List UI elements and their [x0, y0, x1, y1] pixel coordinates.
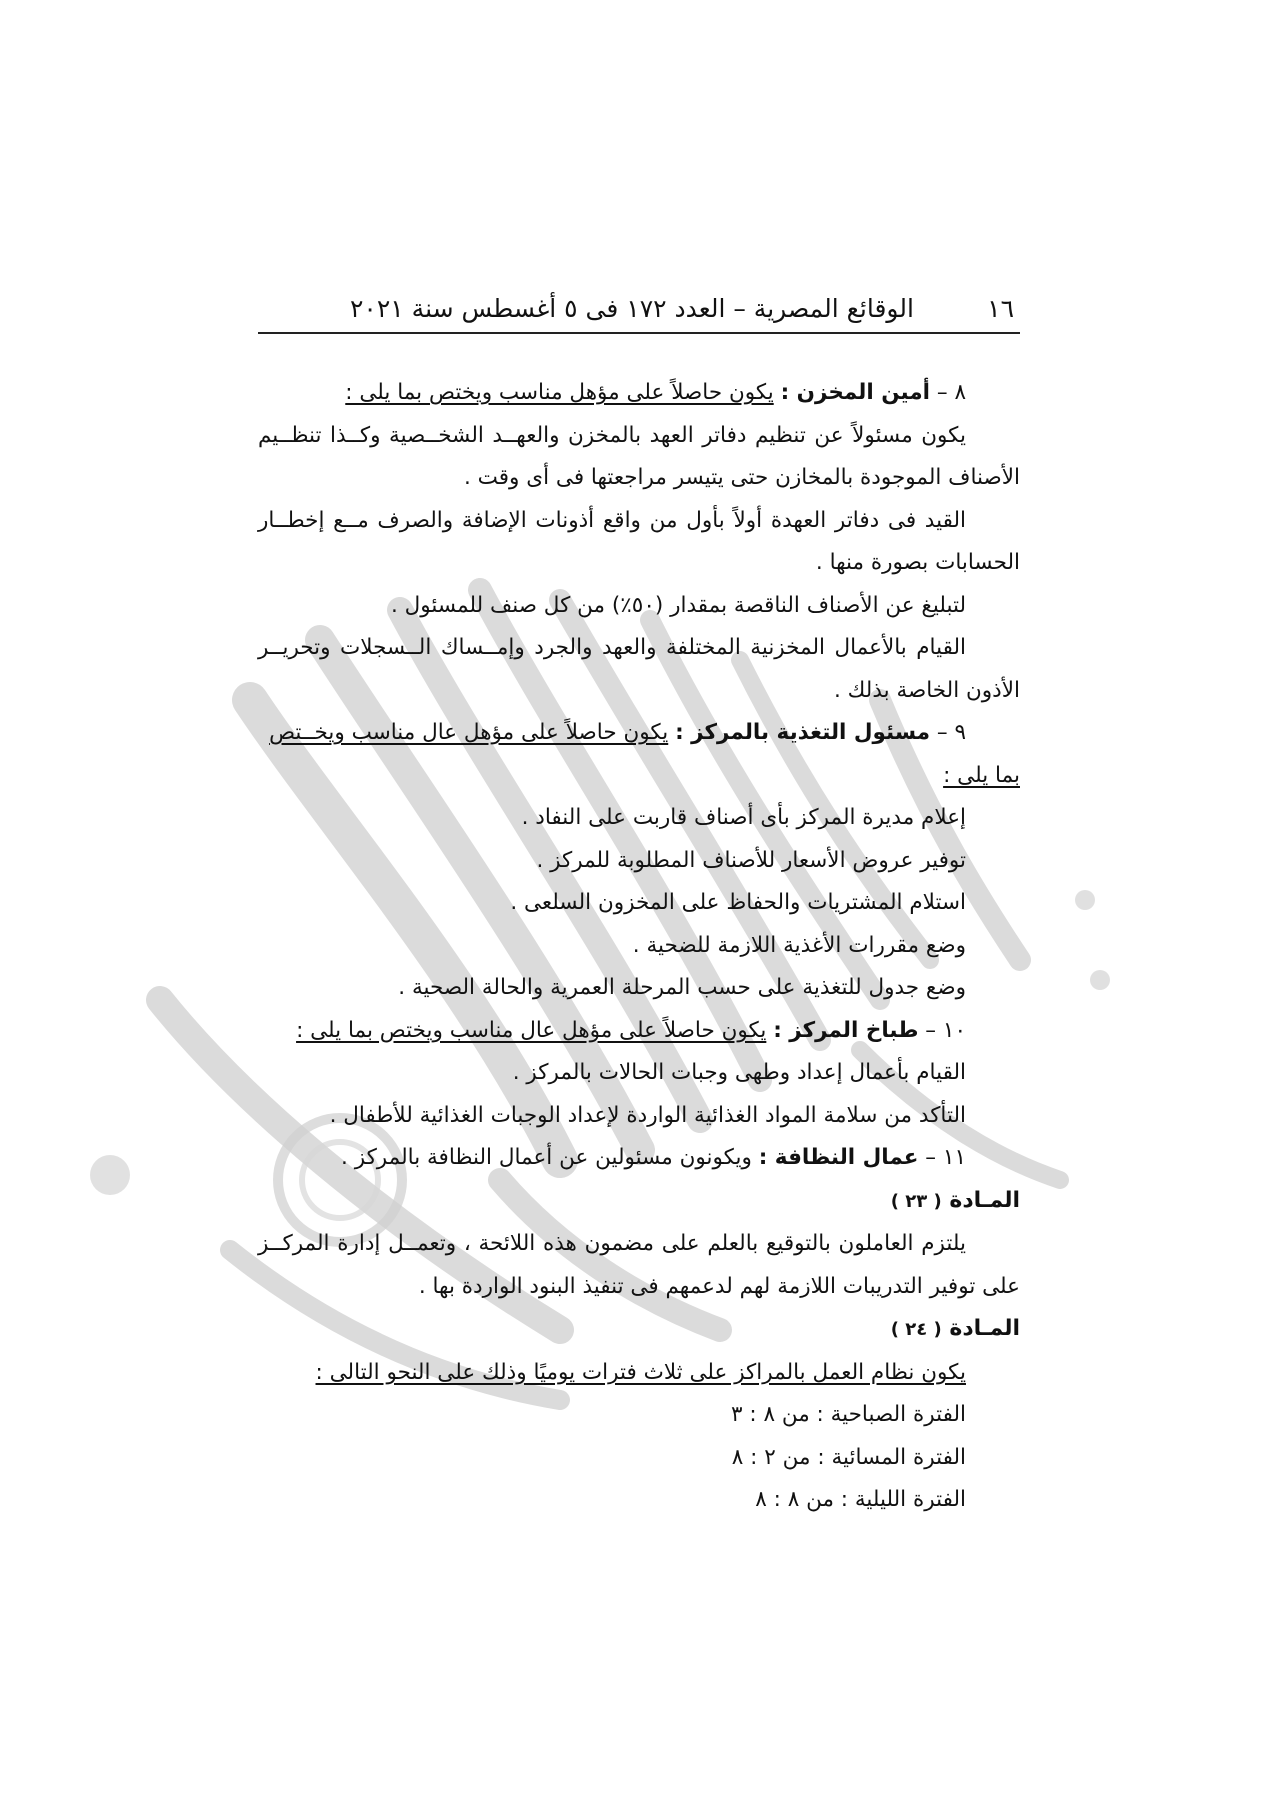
- shift-night: الفترة الليلية : من ٨ : ٨: [755, 1487, 966, 1512]
- paragraph-line: القيام بالأعمال المخزنية المختلفة والعهد والجرد وإمــساك الــسجلات وتحريــر: [258, 635, 966, 660]
- item-duties-intro: يكون حاصلاً على مؤهل عال مناسب ويختص بما يلى :: [296, 1017, 767, 1043]
- page-number: ١٦: [987, 294, 1014, 323]
- paragraph-line: القيد فى دفاتر العهدة أولاً بأول من واقع أذونات الإضافة والصرف مــع إخطــار: [258, 507, 966, 533]
- article-24-intro: [258, 1352, 1020, 1395]
- article-number: ( ٢٣ ): [890, 1190, 942, 1212]
- duty-line: القيام بأعمال إعداد وطهى وجبات الحالات بالمركز .: [512, 1060, 966, 1085]
- item-duties-intro: يكون حاصلاً على مؤهل عال مناسب ويخــتص: [269, 720, 669, 745]
- paragraph-line: على توفير التدريبات اللازمة لهم لدعمهم فى تنفيذ البنود الواردة بها .: [418, 1273, 1020, 1299]
- article-label: المـادة: [949, 1187, 1020, 1213]
- shift-morning: الفترة الصباحية : من ٨ : ٣: [730, 1402, 966, 1427]
- document-body: [258, 372, 1020, 1522]
- article-number: ( ٢٤ ): [890, 1319, 942, 1340]
- paragraph-line: الحسابات بصورة منها .: [815, 550, 1020, 575]
- duty-line: إعلام مديرة المركز بأى أصناف قاربت على النفاد .: [521, 805, 966, 830]
- item-9-heading-cont: [258, 755, 1020, 798]
- gazette-title: الوقائع المصرية – العدد ١٧٢ فى ٥ أغسطس سنة ٢٠٢١: [350, 294, 914, 323]
- item-number: ١٠ –: [918, 1017, 966, 1043]
- item-title: أمين المخزن :: [780, 380, 931, 405]
- item-duties-intro-cont: بما يلى :: [943, 762, 1020, 788]
- item-number: ٨ –: [930, 380, 966, 405]
- page-header: [258, 292, 1020, 334]
- duty-line: استلام المشتريات والحفاظ على المخزون السلعى .: [510, 890, 966, 915]
- article-24-heading: [258, 1308, 1020, 1352]
- paragraph-line: لتبليغ عن الأصناف الناقصة بمقدار (٥٠٪) من كل صنف للمسئول .: [390, 592, 966, 618]
- duty-line: التأكد من سلامة المواد الغذائية الواردة لإعداد الوجبات الغذائية للأطفال .: [329, 1102, 966, 1128]
- item-description: ويكونون مسئولين عن أعمال النظافة بالمركز .: [341, 1145, 752, 1170]
- duty-line: وضع مقررات الأغذية اللازمة للضحية .: [632, 932, 966, 958]
- item-11-heading: [258, 1137, 1020, 1180]
- item-title: طباخ المركز :: [773, 1017, 919, 1043]
- item-title: عمال النظافة :: [758, 1145, 919, 1170]
- item-number: ٩ –: [930, 720, 966, 745]
- article-23-heading: [258, 1180, 1020, 1224]
- paragraph-line: الأصناف الموجودة بالمخازن حتى يتيسر مراجعتها فى أى وقت .: [463, 465, 1020, 490]
- paragraph-line: الأذون الخاصة بذلك .: [834, 677, 1020, 703]
- paragraph-line: يكون مسئولاً عن تنظيم دفاتر العهد بالمخزن والعهــد الشخــصية وكــذا تنظــيم: [258, 422, 966, 448]
- item-10-heading: [258, 1010, 1020, 1053]
- paragraph-line: يلتزم العاملون بالتوقيع بالعلم على مضمون هذه اللائحة ، وتعمــل إدارة المركــز: [258, 1231, 966, 1256]
- item-title: مسئول التغذية بالمركز :: [675, 720, 931, 745]
- shift-evening: الفترة المسائية : من ٢ : ٨: [731, 1444, 966, 1470]
- duty-line: توفير عروض الأسعار للأصناف المطلوبة للمركز .: [536, 847, 966, 873]
- item-8-heading: [258, 372, 1020, 415]
- article-label: المـادة: [949, 1316, 1020, 1341]
- duty-line: وضع جدول للتغذية على حسب المرحلة العمرية والحالة الصحية .: [398, 975, 966, 1000]
- schedule-intro: يكون نظام العمل بالمراكز على ثلاث فترات يوميًا وذلك على النحو التالى :: [315, 1359, 966, 1385]
- item-9-heading: [258, 712, 1020, 755]
- item-duties-intro: يكون حاصلاً على مؤهل مناسب ويختص بما يلى :: [345, 380, 774, 405]
- item-number: ١١ –: [918, 1145, 966, 1170]
